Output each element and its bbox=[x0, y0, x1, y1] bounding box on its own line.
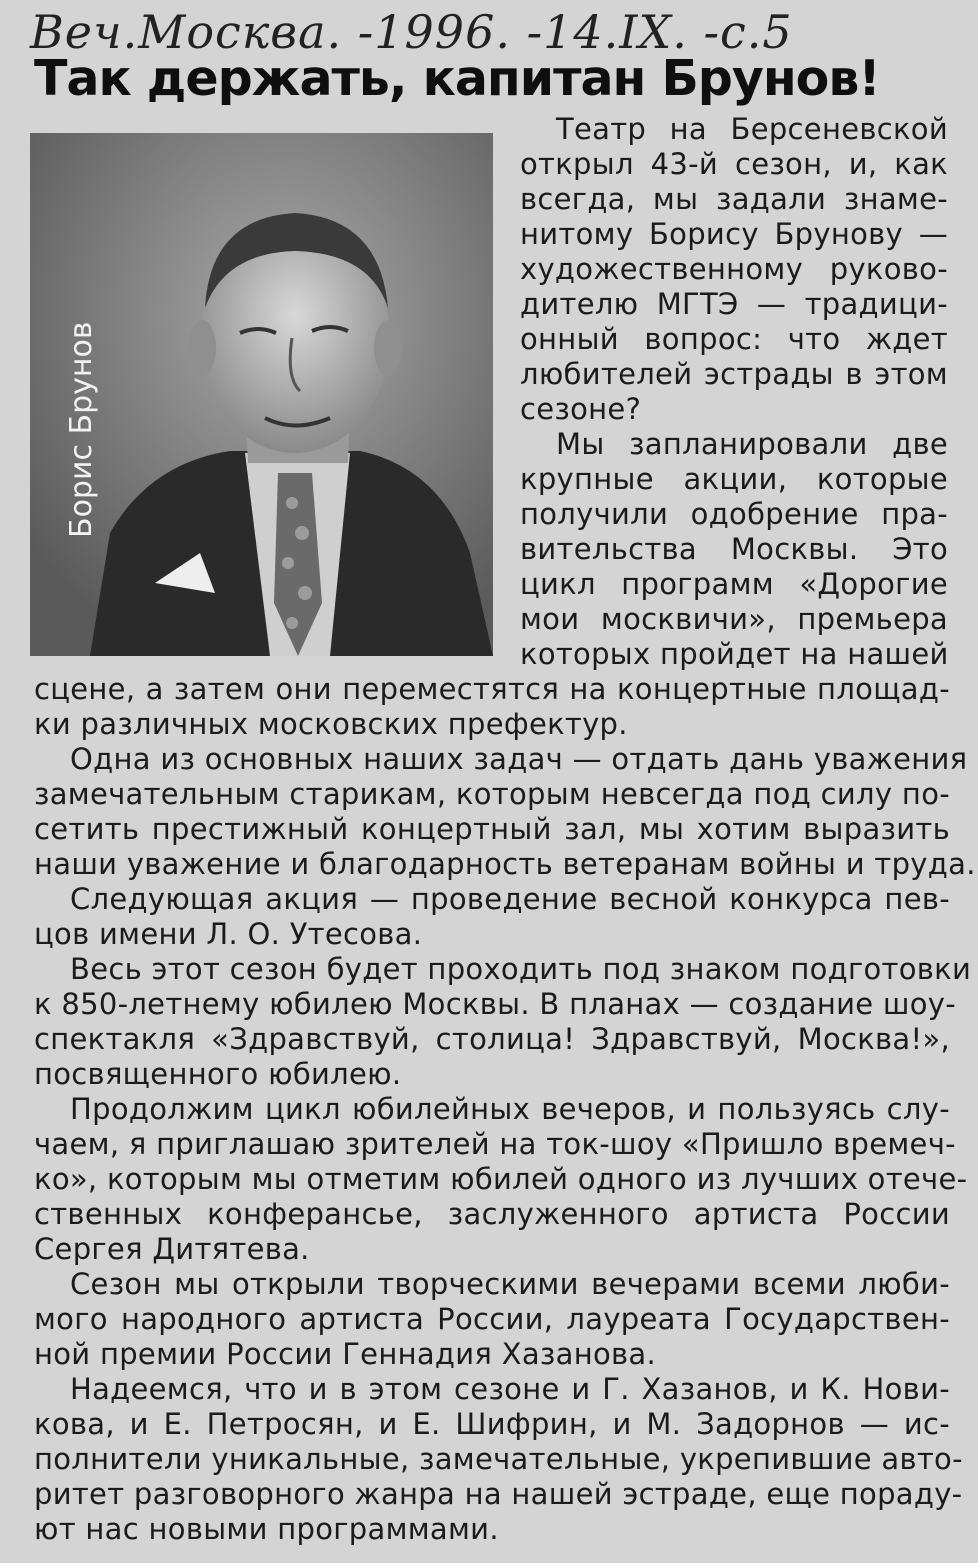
text-line: вительства Москвы. Это bbox=[520, 532, 948, 566]
text-line: любителей эстрады в этом bbox=[520, 357, 948, 391]
text-line: сезоне? bbox=[520, 392, 642, 426]
text-line: к 850-летнему юбилею Москвы. В планах — создание шоу- bbox=[34, 987, 956, 1021]
text-line: замечательным старикам, которым невсегда под силу по- bbox=[34, 777, 950, 811]
text-line: Надеемся, что и в этом сезоне и Г. Хазанов, и К. Нови- bbox=[70, 1372, 950, 1406]
text-line: Мы запланировали две bbox=[556, 427, 948, 461]
text-line: Сергея Дитятева. bbox=[34, 1232, 310, 1266]
text-line: сцене, а затем они переместятся на концертные площад- bbox=[34, 672, 950, 706]
text-line: нитому Борису Брунову — bbox=[520, 217, 948, 251]
article-column-text bbox=[520, 112, 948, 672]
text-line: крупные акции, которые bbox=[520, 462, 948, 496]
text-line: ной премии России Геннадия Хазанова. bbox=[34, 1337, 656, 1371]
text-line: спектакля «Здравствуй, столица! Здравствуй, Москва!», bbox=[34, 1022, 950, 1056]
text-line: кова, и Е. Петросян, и Е. Шифрин, и М. Задорнов — ис- bbox=[34, 1407, 950, 1441]
article-body-text bbox=[34, 672, 976, 1547]
text-line: которых пройдет на нашей bbox=[520, 637, 949, 671]
text-line: ют нас новыми программами. bbox=[34, 1512, 499, 1546]
text-line: онный вопрос: что ждет bbox=[520, 322, 948, 356]
text-line: цов имени Л. О. Утесова. bbox=[34, 917, 423, 951]
text-line: всегда, мы задали знаме- bbox=[520, 182, 948, 216]
text-line: мои москвичи», премьера bbox=[520, 602, 948, 636]
text-line: сетить престижный концертный зал, мы хотим выразить bbox=[34, 812, 950, 846]
portrait-photo bbox=[30, 133, 493, 656]
text-line: чаем, я приглашаю зрителей на ток-шоу «Пришло времеч- bbox=[34, 1127, 956, 1161]
text-line: ритет разговорного жанра на нашей эстраде, еще пораду- bbox=[34, 1477, 963, 1511]
text-line: наши уважение и благодарность ветеранам войны и труда. bbox=[34, 847, 976, 881]
text-line: мого народного артиста России, лауреата Государствен- bbox=[34, 1302, 950, 1336]
photo-caption: Борис Брунов bbox=[64, 321, 99, 538]
text-line: цикл программ «Дорогие bbox=[520, 567, 948, 601]
text-line: Сезон мы открыли творческими вечерами всеми люби- bbox=[70, 1267, 950, 1301]
text-line: ко», которым мы отметим юбилей одного из лучших отече- bbox=[34, 1162, 968, 1196]
text-line: дителю МГТЭ — традици- bbox=[520, 287, 948, 321]
text-line: ственных конферансье, заслуженного артиста России bbox=[34, 1197, 950, 1231]
text-line: открыл 43-й сезон, и, как bbox=[520, 147, 948, 181]
text-line: художественному руково- bbox=[520, 252, 948, 286]
text-line: ки различных московских префектур. bbox=[34, 707, 628, 741]
text-line: полнители уникальные, замечательные, укрепившие авто- bbox=[34, 1442, 963, 1476]
text-line: Театр на Берсеневской bbox=[556, 112, 948, 146]
text-line: посвященного юбилею. bbox=[34, 1057, 402, 1091]
text-line: Весь этот сезон будет проходить под знаком подготовки bbox=[70, 952, 972, 986]
article-headline: Так держать, капитан Брунов! bbox=[34, 50, 880, 107]
text-line: получили одобрение пра- bbox=[520, 497, 948, 531]
text-line: Продолжим цикл юбилейных вечеров, и пользуясь слу- bbox=[70, 1092, 950, 1126]
handwritten-source-note: Веч.Москва. -1996. -14.IX. -с.5 bbox=[30, 5, 793, 59]
text-line: Следующая акция — проведение весной конкурса пев- bbox=[70, 882, 950, 916]
text-line: Одна из основных наших задач — отдать дань уважения bbox=[70, 742, 968, 776]
